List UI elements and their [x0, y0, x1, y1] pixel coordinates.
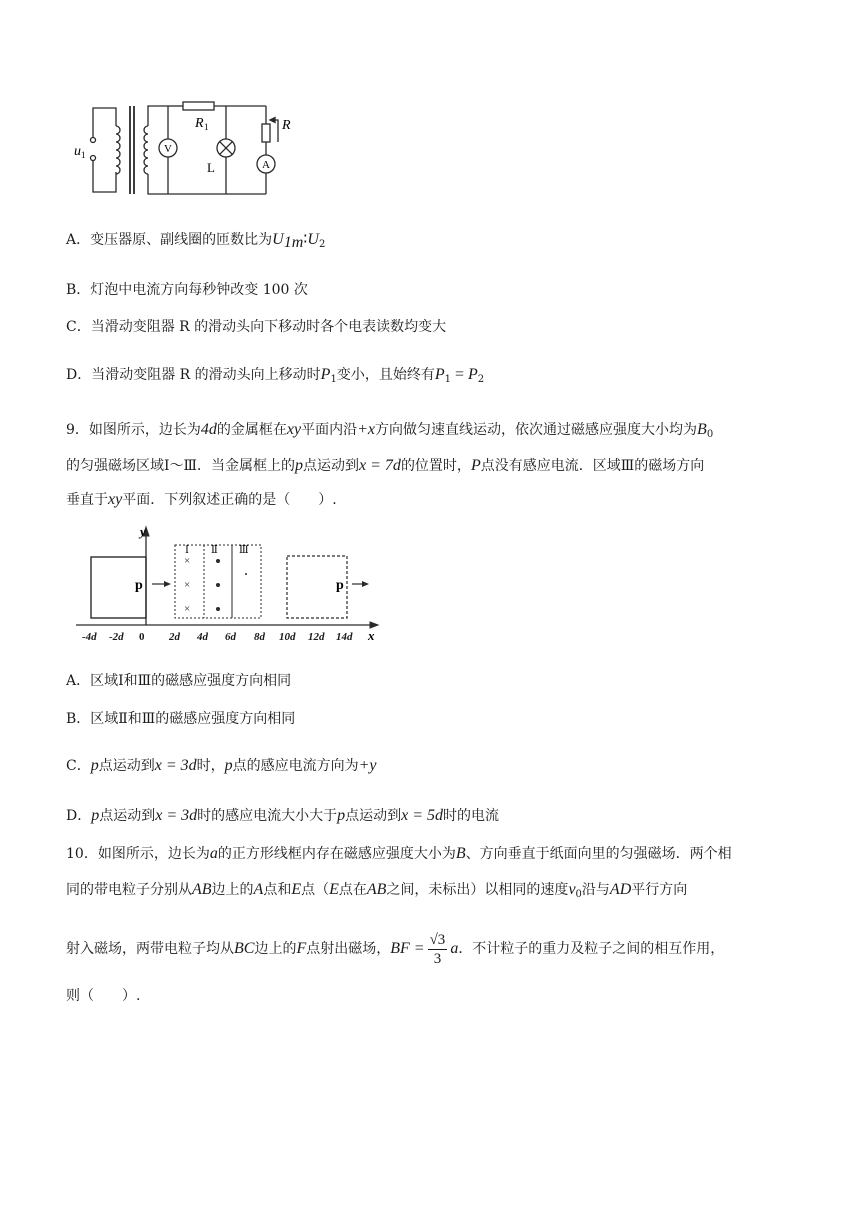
q9-stem-line-3: 垂直于xy平面．下列叙述正确的是（ ）. — [66, 491, 337, 508]
svg-text:×: × — [184, 555, 191, 567]
x-tick: 2d — [169, 631, 180, 643]
region-iii-label: Ⅲ — [239, 545, 249, 556]
transformer-circuit-figure — [66, 96, 306, 200]
q9-stem-line-2: 的匀强磁场区域Ⅰ～Ⅲ．当金属框上的p点运动到x = 7d的位置时，P点没有感应电流．区域Ⅲ的磁场方向 — [66, 457, 705, 474]
q8-option-c: C．当滑动变阻器 R 的滑动头向下移动时各个电表读数均变大 — [66, 319, 447, 335]
q9-option-b: B．区域Ⅱ和Ⅲ的磁感应强度方向相同 — [66, 711, 296, 727]
q9-option-d: D．p点运动到x = 3d时的感应电流大小大于p点运动到x = 5d时的电流 — [66, 807, 500, 824]
q10-stem-line-1: 10．如图所示，边长为a的正方形线框内存在磁感应强度大小为B、方向垂直于纸面向里的匀强磁场．两个相 — [66, 845, 732, 862]
x-tick: -4d — [82, 631, 97, 643]
q10-stem-line-3: 射入磁场，两带电粒子均从BC边上的F点射出磁场，BF = $\frac{√3}{3}$ a．不计粒子的重力及粒子之间的相互作用， — [66, 931, 725, 967]
r1-label: R — [195, 116, 204, 131]
svg-text:×: × — [184, 603, 191, 615]
x-axis-label: x — [368, 628, 375, 643]
q10-stem-line-2: 同的带电粒子分别从AB边上的A点和E点（E点在AB之间，未标出）以相同的速度$v_0$沿与AD平行方向 — [66, 881, 688, 900]
lamp-label: L — [207, 160, 215, 175]
ammeter-label: A — [262, 159, 270, 171]
x-tick: 10d — [279, 631, 296, 643]
q9-magnetic-field-figure — [74, 522, 384, 652]
p-point-label-start: p — [135, 578, 143, 593]
q9-stem-line-1: 9．如图所示，边长为4d的金属框在xy平面内沿+x方向做匀速直线运动，依次通过磁感应强度大小均为$B_0$ — [66, 421, 714, 440]
x-tick: 14d — [336, 631, 353, 643]
x-tick: -2d — [109, 631, 124, 643]
q9-option-a: A．区域Ⅰ和Ⅲ的磁感应强度方向相同 — [66, 673, 292, 689]
region-i-label: Ⅰ — [185, 545, 189, 556]
q8-option-b: B．灯泡中电流方向每秒钟改变 100 次 — [66, 282, 308, 298]
q9-option-c: C．p点运动到x = 3d时，p点的感应电流方向为+y — [66, 757, 377, 774]
x-tick: 6d — [225, 631, 236, 643]
svg-text:×: × — [184, 579, 191, 591]
x-tick: 0 — [139, 631, 145, 643]
sqrt3-over-3-fraction: $\frac{√3}{3}$ — [429, 931, 446, 967]
q8-option-a: A．变压器原、副线圈的匝数比为$U_{1m}∶U_2$ — [66, 231, 326, 251]
u1-label: u — [74, 144, 81, 159]
q10-stem-line-4: 则（ ）. — [66, 988, 141, 1004]
rheostat-label: R — [282, 118, 291, 133]
x-tick: 8d — [254, 631, 265, 643]
q8-option-d: D．当滑动变阻器 R 的滑动头向上移动时$P_1$变小，且始终有$P_1 = P_2$ — [66, 366, 485, 385]
u1-subscript: 1 — [81, 150, 86, 160]
x-tick: 4d — [197, 631, 208, 643]
x-tick: 12d — [308, 631, 325, 643]
voltmeter-label: V — [164, 143, 172, 155]
r1-subscript: 1 — [204, 122, 209, 132]
p-point-label-end: p — [336, 578, 344, 593]
region-ii-label: Ⅱ — [211, 545, 218, 556]
y-axis-label: y — [140, 524, 146, 539]
